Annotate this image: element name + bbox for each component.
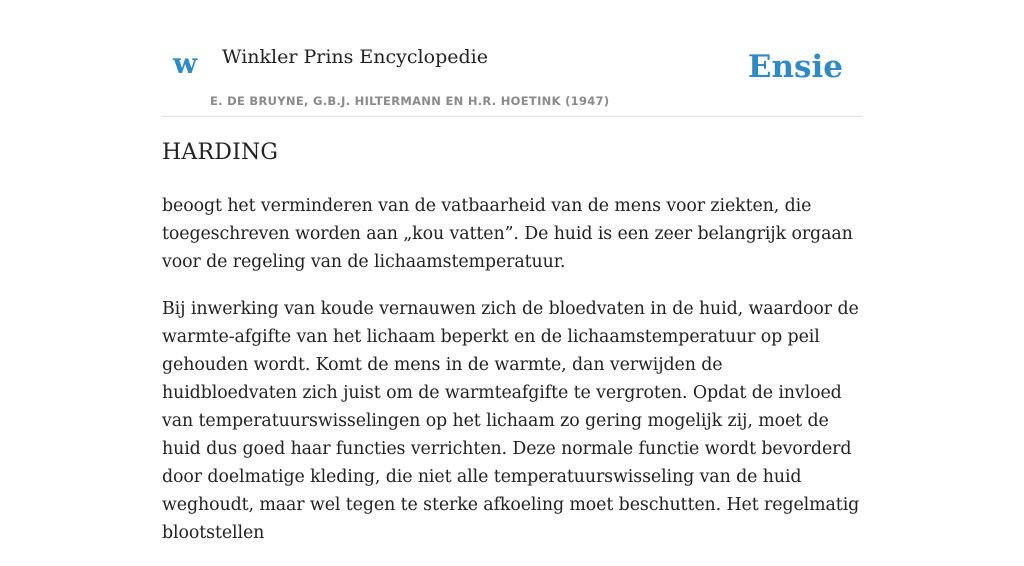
ensie-logo[interactable]: Ensie: [747, 49, 843, 85]
article-title: HARDING: [162, 140, 279, 165]
article-body: [162, 192, 862, 566]
winkler-prins-logo[interactable]: w: [173, 47, 198, 80]
article-paragraph: Bij inwerking van koude vernauwen zich de bloedvaten in de huid, waardoor de warmte-afgifte van het lichaam beperkt en de lichaamstemperatuur op peil gehouden wordt. Komt de mens in de warmte, dan verwijden de huidbloedvaten zich juist om de warmteafgifte te vergroten. Opdat de invloed van temperatuurswisselingen op het lichaam zo gering mogelijk zij, moet de huid dus goed haar functies verrichten. Deze normale functie wordt bevorderd door doelmatige kleding, die niet alle temperatuurswisseling van de huid weghoudt, maar wel tegen te sterke afkoeling moet beschutten. Het regelmatig blootstellen: [162, 299, 860, 543]
article-paragraph: beoogt het verminderen van de vatbaarheid van de mens voor ziekten, die toegeschreven worden aan „kou vatten”. De huid is een zeer belangrijk orgaan voor de regeling van de lichaamstemperatuur.: [162, 196, 853, 272]
publication-title[interactable]: Winkler Prins Encyclopedie: [222, 46, 488, 68]
publication-authors: E. DE BRUYNE, G.B.J. HILTERMANN EN H.R. HOETINK (1947): [210, 94, 610, 108]
encyclopedia-header: [162, 0, 862, 117]
